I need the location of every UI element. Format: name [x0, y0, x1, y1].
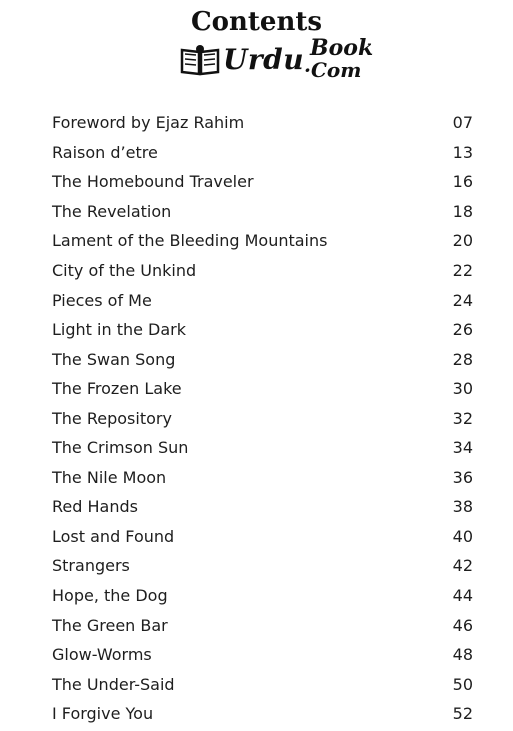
toc-entry-page: 48 — [452, 645, 473, 665]
toc-entry-title: Hope, the Dog — [52, 586, 168, 606]
toc-entry-page: 18 — [452, 201, 473, 221]
toc-entry-title: The Green Bar — [52, 615, 168, 635]
toc-entry[interactable] — [52, 610, 473, 640]
toc-entry-title: The Repository — [52, 408, 172, 428]
toc-entry-title: I Forgive You — [52, 704, 154, 724]
toc-entry[interactable] — [52, 315, 473, 345]
open-book-icon — [180, 44, 220, 76]
table-of-contents — [52, 108, 473, 728]
toc-entry-page: 34 — [452, 438, 473, 458]
toc-entry-page: 22 — [452, 261, 473, 280]
toc-entry-page: 30 — [452, 379, 473, 399]
toc-entry[interactable] — [52, 226, 473, 256]
toc-entry-title: Lament of the Bleeding Mountains — [52, 231, 328, 251]
toc-entry-title: Red Hands — [52, 497, 138, 517]
toc-entry[interactable] — [52, 551, 473, 581]
toc-entry-page: 26 — [452, 320, 473, 340]
toc-entry-page: 28 — [452, 349, 473, 369]
toc-entry[interactable] — [52, 433, 473, 463]
toc-entry-title: The Frozen Lake — [52, 379, 182, 399]
toc-entry-title: The Nile Moon — [52, 467, 167, 487]
toc-entry-title: The Homebound Traveler — [52, 172, 254, 192]
toc-entry[interactable] — [52, 167, 473, 197]
toc-entry[interactable] — [52, 108, 473, 138]
toc-entry-title: Pieces of Me — [52, 290, 152, 310]
toc-entry[interactable] — [52, 344, 473, 374]
toc-entry[interactable] — [52, 581, 473, 611]
toc-entry-title: The Crimson Sun — [52, 438, 189, 458]
toc-entry[interactable] — [52, 403, 473, 433]
watermark-logo — [178, 35, 374, 86]
toc-entry-page: 16 — [452, 172, 473, 192]
toc-entry-page: 44 — [452, 586, 473, 606]
toc-entry-page: 36 — [452, 467, 473, 487]
toc-entry[interactable] — [52, 285, 473, 315]
toc-entry[interactable] — [52, 138, 473, 168]
toc-entry-page: 52 — [452, 704, 473, 724]
toc-entry[interactable] — [52, 256, 473, 286]
toc-entry[interactable] — [52, 699, 473, 729]
toc-entry-title: Raison d’etre — [52, 142, 158, 162]
toc-entry-title: City of the Unkind — [52, 261, 197, 280]
toc-entry[interactable] — [52, 463, 473, 493]
toc-entry-page: 40 — [452, 526, 473, 546]
watermark-text-book: Book — [310, 35, 374, 61]
toc-entry-title: Lost and Found — [52, 526, 175, 546]
toc-entry-page: 24 — [452, 290, 473, 310]
toc-entry-title: Glow-Worms — [52, 645, 152, 665]
watermark-text-com: ·Com — [304, 58, 362, 82]
toc-entry-title: Foreword by Ejaz Rahim — [52, 113, 245, 133]
toc-entry-title: Light in the Dark — [52, 320, 186, 340]
toc-entry[interactable] — [52, 669, 473, 699]
toc-entry[interactable] — [52, 374, 473, 404]
toc-entry-title: The Revelation — [52, 201, 172, 221]
toc-entry[interactable] — [52, 640, 473, 670]
toc-entry-page: 38 — [452, 497, 473, 517]
toc-entry-page: 50 — [452, 674, 473, 694]
toc-entry[interactable] — [52, 492, 473, 522]
toc-entry-title: The Swan Song — [52, 349, 176, 369]
toc-entry-title: Strangers — [52, 556, 130, 576]
toc-entry-title: The Under-Said — [52, 674, 175, 694]
page-title: Contents — [190, 7, 323, 37]
toc-entry-page: 42 — [452, 556, 473, 576]
toc-entry-page: 13 — [452, 142, 473, 162]
watermark-text-urdu: Urdu — [223, 43, 305, 76]
toc-entry-page: 20 — [452, 231, 473, 251]
toc-entry[interactable] — [52, 197, 473, 227]
toc-entry[interactable] — [52, 522, 473, 552]
toc-entry-page: 07 — [452, 113, 473, 133]
toc-entry-page: 32 — [452, 408, 473, 428]
toc-entry-page: 46 — [452, 615, 473, 635]
